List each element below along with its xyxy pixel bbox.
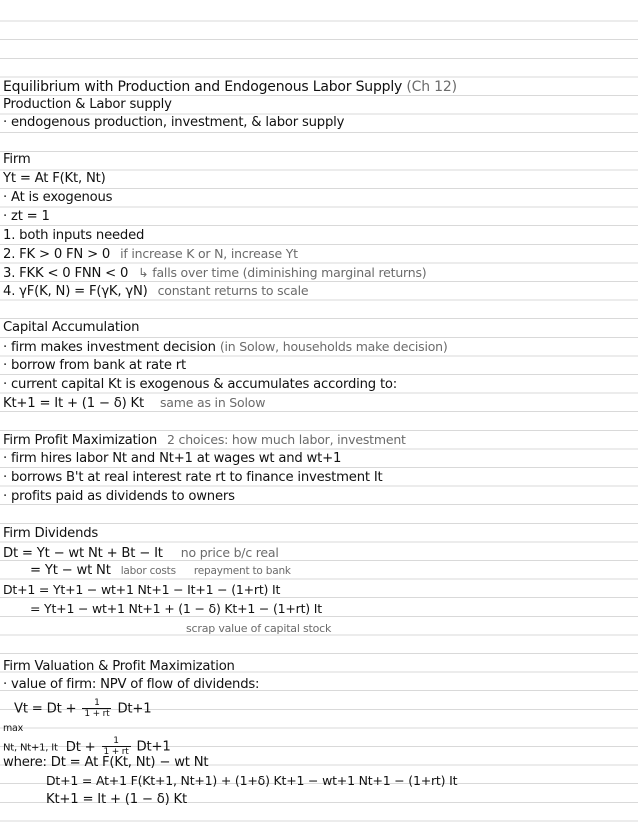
capital-line-1	[3, 339, 448, 356]
where-line-1: where: Dt = At F(Kt, Nt) − wt Nt	[3, 755, 209, 770]
note-crs: constant returns to scale	[157, 283, 309, 298]
production-function: Yt = At F(Kt, Nt)	[3, 171, 106, 186]
note-no-price: no price b/c real	[180, 545, 279, 560]
capital-bullet-3: · current capital Kt is exogenous & accumulates according to:	[3, 377, 398, 392]
firm-line-z: · zt = 1	[3, 209, 50, 224]
profit-heading: Firm Profit Maximization	[3, 433, 158, 448]
profit-bullet-3: · profits paid as dividends to owners	[3, 489, 235, 504]
dividend-eq-3: Dt+1 = Yt+1 − wt+1 Nt+1 − It+1 − (1+rt) It	[3, 582, 281, 597]
profit-heading-line	[3, 432, 406, 449]
max-rhs: Dt+1	[136, 739, 171, 755]
firm-line-a: · At is exogenous	[3, 190, 113, 205]
capital-equation: Kt+1 = It + (1 − δ) Kt	[3, 396, 144, 411]
note-two-choices: 2 choices: how much labor, investment	[167, 432, 406, 447]
max-label: max	[3, 723, 24, 734]
valuation-heading: Firm Valuation & Profit Maximization	[3, 659, 235, 674]
max-fraction-denominator: 1 + rt	[103, 747, 129, 757]
firm-property-3-line	[3, 265, 427, 282]
max-vars: Nt, Nt+1, It	[3, 742, 58, 754]
firm-property-4-line	[3, 283, 308, 300]
intro-bullet: · endogenous production, investment, & labor supply	[3, 115, 345, 130]
capital-heading: Capital Accumulation	[3, 320, 140, 335]
note-increase: if increase K or N, increase Yt	[120, 246, 298, 261]
note-labor-costs: labor costs	[120, 565, 176, 577]
note-same-solow: same as in Solow	[159, 395, 266, 410]
discount-fraction	[82, 698, 111, 719]
where-line-2: Dt+1 = At+1 F(Kt+1, Nt+1) + (1+δ) Kt+1 − wt+1 Nt+1 − (1+rt) It	[46, 773, 458, 788]
fraction-numerator: 1	[82, 698, 111, 709]
dividend-eq-1: Dt = Yt − wt Nt + Bt − It	[3, 546, 163, 561]
max-lhs: Dt +	[65, 739, 96, 755]
vt-lhs: Vt = Dt +	[14, 701, 77, 717]
chapter-label: (Ch 12)	[406, 79, 457, 95]
note-repayment: repayment to bank	[193, 565, 291, 577]
where-line-3: Kt+1 = It + (1 − δ) Kt	[46, 792, 187, 807]
max-equation	[3, 736, 171, 757]
notes-title-line	[3, 79, 457, 95]
note-solow-household: (in Solow, households make decision)	[219, 339, 448, 354]
vt-equation	[14, 698, 151, 719]
profit-bullet-2: · borrows B't at real interest rate rt to finance investment It	[3, 470, 383, 485]
vt-rhs: Dt+1	[117, 701, 152, 717]
max-discount-fraction	[102, 736, 131, 757]
profit-bullet-1: · firm hires labor Nt and Nt+1 at wages wt and wt+1	[3, 451, 342, 466]
firm-property-3: 3. FKK < 0 FNN < 0	[3, 266, 129, 281]
notes-subtitle: Production & Labor supply	[3, 97, 172, 112]
note-scrap-value: scrap value of capital stock	[186, 622, 332, 635]
capital-eq-line	[3, 395, 265, 412]
dividend-eq-4: = Yt+1 − wt+1 Nt+1 + (1 − δ) Kt+1 − (1+rt) It	[30, 601, 322, 616]
dividend-eq-1-line	[3, 545, 279, 562]
capital-bullet-1: · firm makes investment decision	[3, 340, 216, 355]
firm-property-2: 2. FK > 0 FN > 0	[3, 247, 111, 262]
fraction-denominator: 1 + rt	[84, 709, 110, 719]
notes-title: Equilibrium with Production and Endogenous Labor Supply	[3, 79, 403, 95]
note-diminishing: ↳ falls over time (diminishing marginal returns)	[138, 265, 427, 280]
valuation-bullet: · value of firm: NPV of flow of dividends:	[3, 677, 260, 692]
dividend-eq-2-line	[30, 563, 291, 579]
firm-property-1: 1. both inputs needed	[3, 228, 145, 243]
firm-heading: Firm	[3, 152, 31, 167]
dividend-eq-2: = Yt − wt Nt	[30, 563, 111, 578]
max-fraction-numerator: 1	[102, 736, 131, 747]
capital-bullet-2: · borrow from bank at rate rt	[3, 358, 186, 373]
firm-property-2-line	[3, 246, 298, 263]
firm-property-4: 4. γF(K, N) = F(γK, γN)	[3, 284, 148, 299]
dividends-heading: Firm Dividends	[3, 526, 99, 541]
